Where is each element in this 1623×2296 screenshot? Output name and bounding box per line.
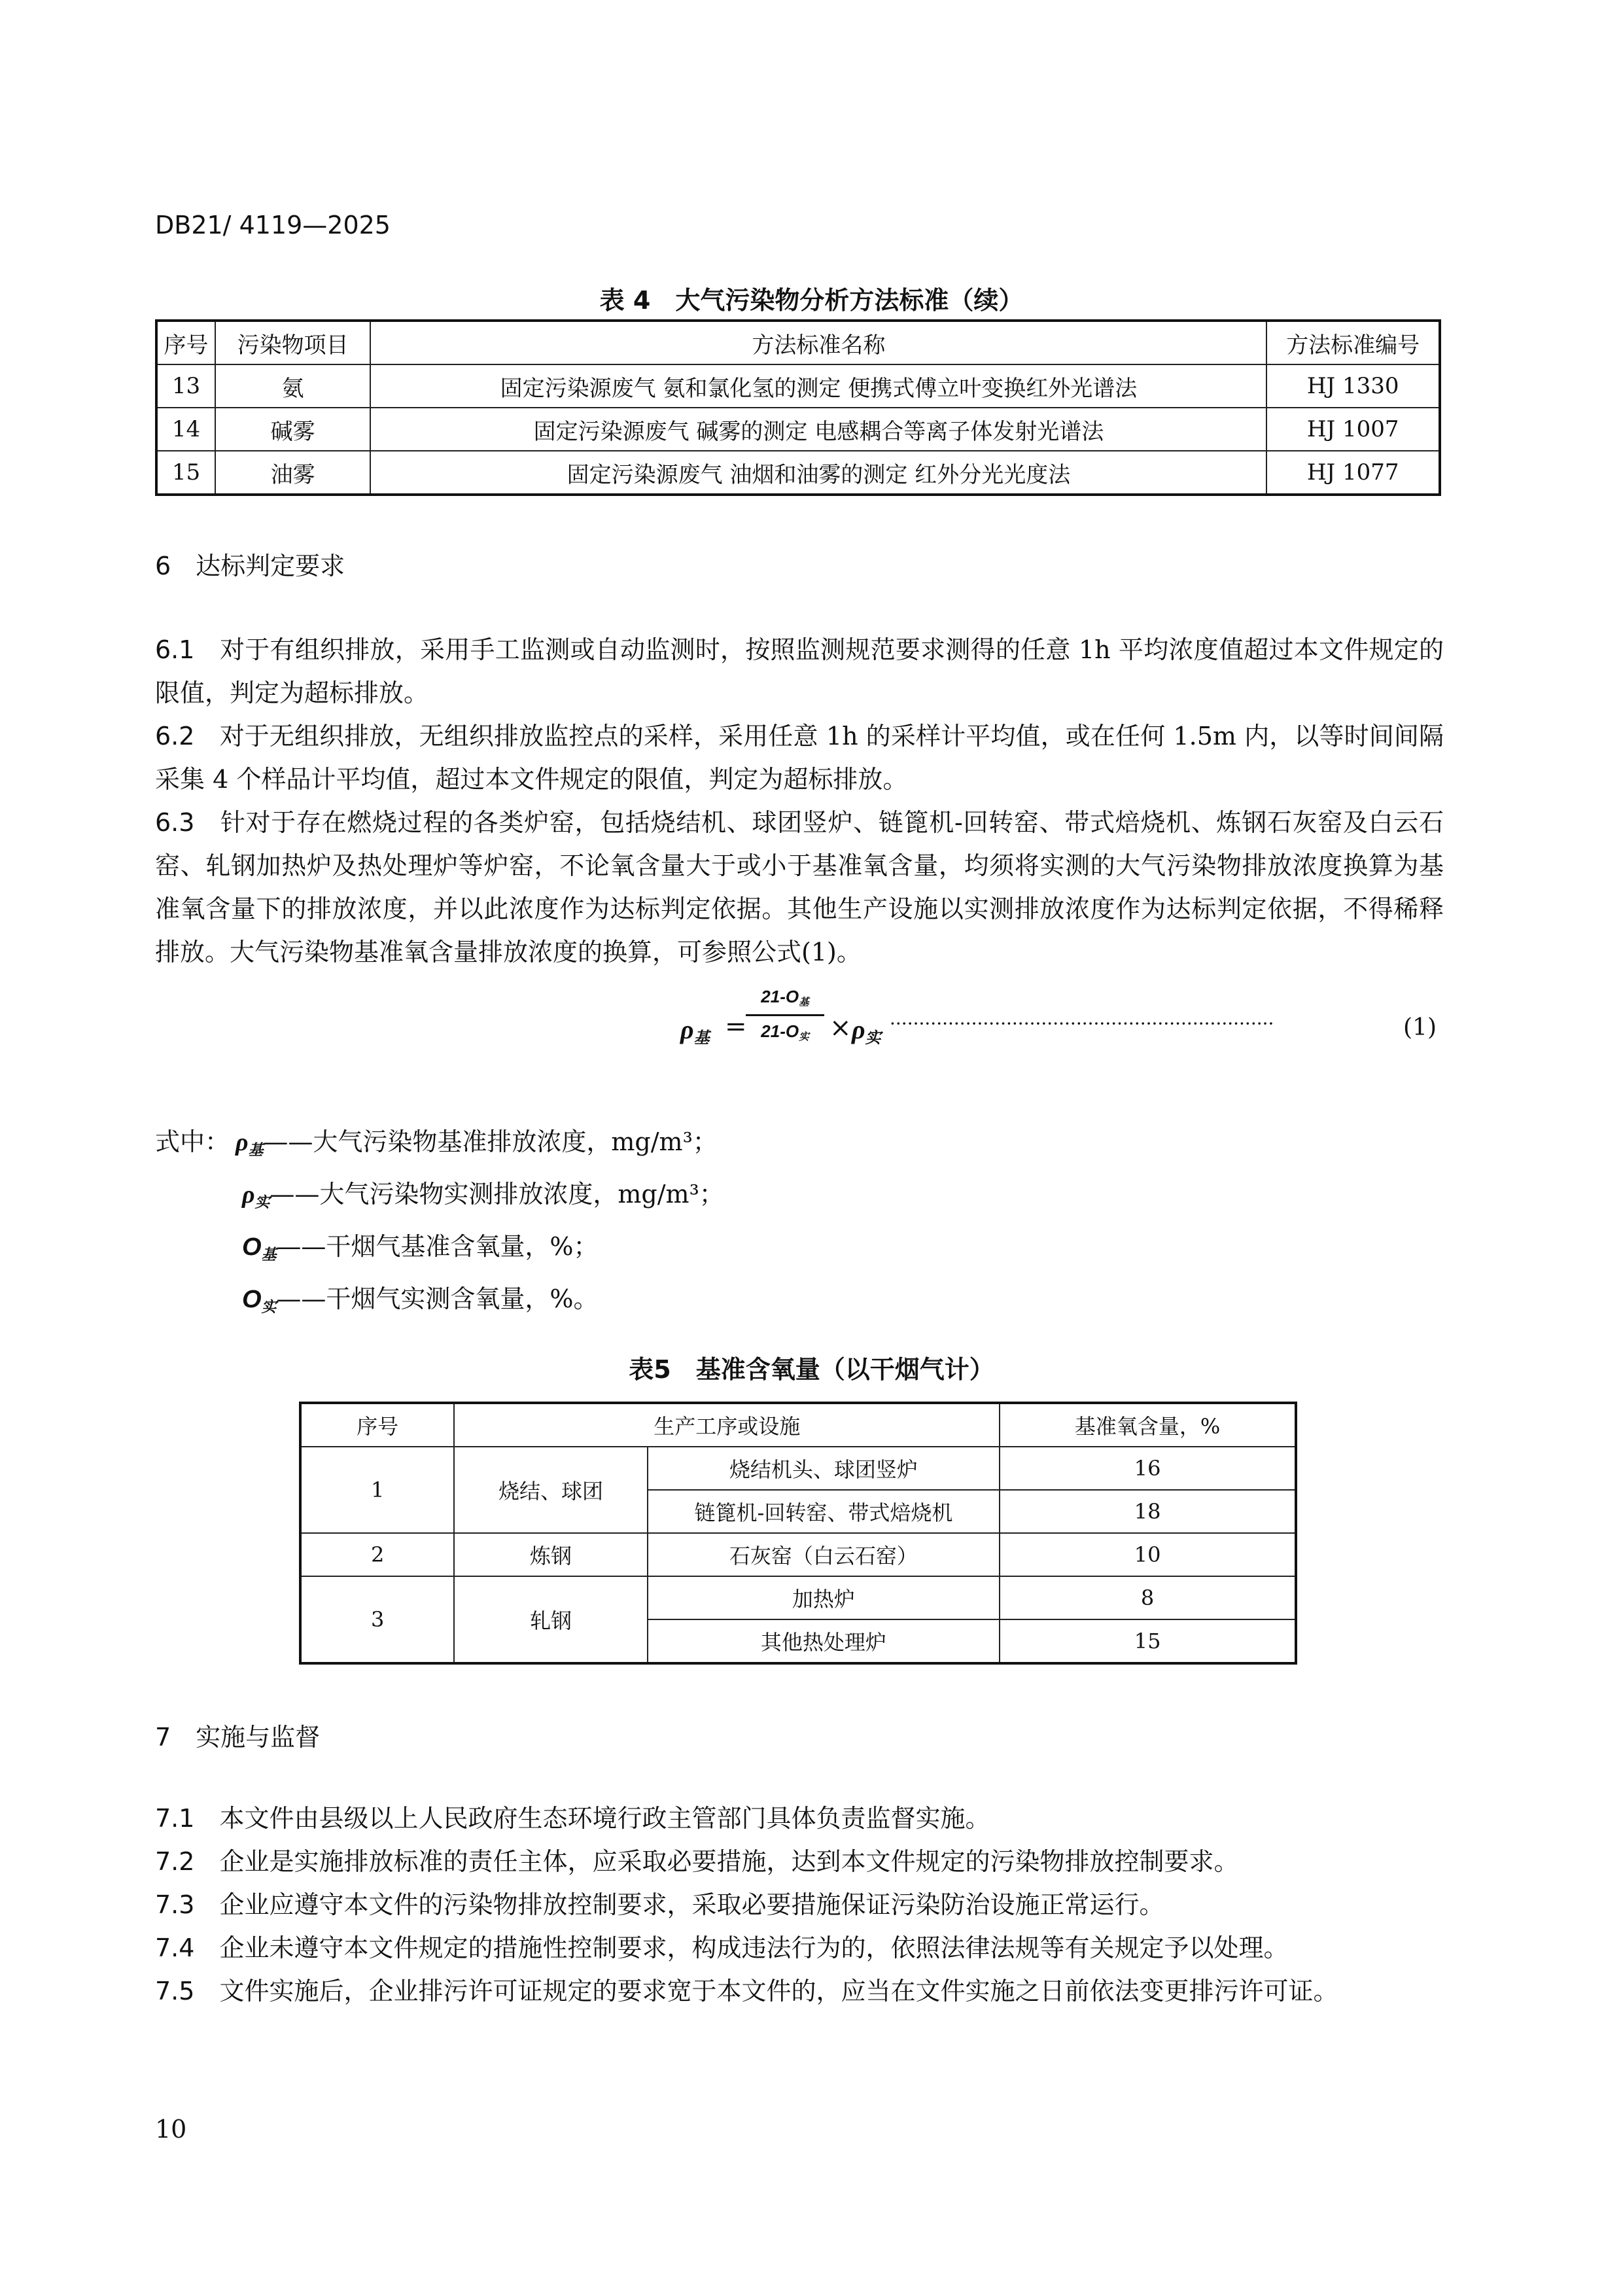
table-cell: 氨 (215, 364, 371, 408)
definition-text: ——大气污染物基准排放浓度，mg/m³； (263, 1127, 718, 1156)
table-cell: 固定污染源废气 氨和氯化氢的测定 便携式傅立叶变换红外光谱法 (370, 364, 1266, 408)
fraction-denominator: $21-O_实$ (761, 1021, 809, 1043)
section-7-heading: 7 实施与监督 (155, 1723, 321, 1752)
definition-o-actual (242, 1279, 598, 1316)
clause-text: 文件实施后，企业排污许可证规定的要求宽于本文件的，应当在文件实施之日前依法变更排污许可证。 (219, 1977, 1338, 2005)
clause-text: 对于无组织排放，无组织排放监控点的采样，采用任意 1h 的采样计平均值，或在任何 1.5m 内，以等时间间隔采集 4 个样品计平均值，超过本文件规定的限值，判定为超标排放。 (155, 722, 1444, 794)
rho-actual-symbol: $\rho_实$ (852, 1015, 881, 1048)
table5-caption: 表5 基准含氧量（以干烟气计） (629, 1355, 994, 1384)
clause-text: 企业应遵守本文件的污染物排放控制要求，采取必要措施保证污染防治设施正常运行。 (219, 1890, 1164, 1919)
page-number: 10 (155, 2115, 187, 2144)
table-cell: 加热炉 (648, 1576, 1000, 1619)
table-cell: 15 (156, 451, 215, 495)
dot-leader: ·································································· (890, 1013, 1274, 1034)
times-sign: × (829, 1013, 852, 1043)
definition-rho-reference (236, 1122, 718, 1159)
table4 (155, 319, 1441, 496)
table-cell: 炼钢 (454, 1533, 647, 1576)
table5-header-cell: 序号 (300, 1403, 454, 1447)
table-cell: 轧钢 (454, 1576, 647, 1663)
table-cell: 1 (300, 1447, 454, 1533)
rho-reference-symbol: $\rho_基$ (680, 1015, 710, 1048)
paragraph-6-1 (155, 628, 1444, 715)
paragraph-7-5 (155, 1969, 1444, 2013)
paragraph-7-3 (155, 1883, 1444, 1926)
table-cell: 油雾 (215, 451, 371, 495)
rho-reference-symbol: $\rho_基$ (236, 1129, 264, 1158)
table-cell: 2 (300, 1533, 454, 1576)
table-cell: 3 (300, 1576, 454, 1663)
definition-o-reference (242, 1226, 598, 1264)
table-cell: 8 (1000, 1576, 1296, 1619)
paragraph-6-3 (155, 801, 1444, 974)
fraction-bar (746, 1014, 824, 1016)
clause-text: 针对于存在燃烧过程的各类炉窑，包括烧结机、球团竖炉、链篦机-回转窑、带式焙烧机、炼钢石灰窑及白云石窑、轧钢加热炉及热处理炉等炉窑，不论氧含量大于或小于基准氧含量，均须将实测的大气污染物排放浓度换算为基准氧含量下的排放浓度，并以此浓度作为达标判定依据。其他生产设施以实测排放浓度作为达标判定依据，不得稀释排放。大气污染物基准氧含量排放浓度的换算，可参照公式(1)。 (155, 808, 1444, 966)
clause-number: 7.4 (155, 1934, 195, 1962)
o-reference-symbol: $O_基$ (242, 1233, 277, 1263)
clause-text: 企业未遵守本文件规定的措施性控制要求，构成违法行为的，依照法律法规等有关规定予以处理。 (219, 1934, 1289, 1962)
table-cell: HJ 1077 (1266, 451, 1440, 495)
table-cell: 16 (1000, 1447, 1296, 1490)
table5-header-cell: 生产工序或设施 (454, 1403, 1000, 1447)
table-cell: 链篦机-回转窑、带式焙烧机 (648, 1490, 1000, 1533)
table-cell: 15 (1000, 1619, 1296, 1663)
table-cell: 烧结机头、球团竖炉 (648, 1447, 1000, 1490)
definition-text: ——干烟气基准含氧量，%； (276, 1232, 599, 1261)
definition-text: ——干烟气实测含氧量，%。 (276, 1284, 599, 1313)
table4-header-cell: 序号 (156, 321, 215, 364)
table4-caption: 表 4 大气污染物分析方法标准（续） (599, 286, 1024, 315)
clause-number: 6.1 (155, 635, 195, 664)
table-cell: HJ 1007 (1266, 408, 1440, 451)
table4-header-cell: 污染物项目 (215, 321, 371, 364)
clause-number: 6.2 (155, 722, 195, 751)
table-cell: 石灰窑（白云石窑） (648, 1533, 1000, 1576)
table-row (300, 1576, 1296, 1619)
formula-number: (1) (1403, 1014, 1437, 1041)
table-cell: 烧结、球团 (454, 1447, 647, 1533)
paragraph-6-2 (155, 715, 1444, 801)
paragraph-7-2 (155, 1840, 1444, 1883)
definition-rho-actual (242, 1174, 724, 1212)
clause-text: 对于有组织排放，采用手工监测或自动监测时，按照监测规范要求测得的任意 1h 平均浓度值超过本文件规定的限值，判定为超标排放。 (155, 635, 1444, 707)
table-row (156, 364, 1440, 408)
clause-number: 7.5 (155, 1977, 195, 2005)
clause-number: 7.3 (155, 1890, 195, 1919)
table-cell: 13 (156, 364, 215, 408)
table5-header-cell: 基准氧含量，% (1000, 1403, 1296, 1447)
clause-number: 7.2 (155, 1847, 195, 1876)
clause-number: 6.3 (155, 808, 195, 837)
formula-1 (680, 987, 1439, 1065)
table-cell: 固定污染源废气 油烟和油雾的测定 红外分光光度法 (370, 451, 1266, 495)
section-6-heading: 6 达标判定要求 (155, 552, 345, 580)
table-cell: 碱雾 (215, 408, 371, 451)
table-cell: 其他热处理炉 (648, 1619, 1000, 1663)
table5 (299, 1402, 1297, 1665)
clause-text: 企业是实施排放标准的责任主体，应采取必要措施，达到本文件规定的污染物排放控制要求。 (219, 1847, 1239, 1876)
table-cell: 18 (1000, 1490, 1296, 1533)
definitions-lead: 式中： (155, 1127, 230, 1156)
fraction-numerator: $21-O_基$ (761, 987, 809, 1008)
table-row (156, 408, 1440, 451)
table-row (300, 1533, 1296, 1576)
equals-sign: = (725, 1012, 747, 1042)
table-row (300, 1447, 1296, 1490)
table-cell: 14 (156, 408, 215, 451)
document-code: DB21/ 4119—2025 (155, 211, 391, 239)
clause-number: 7.1 (155, 1804, 195, 1833)
o-actual-symbol: $O_实$ (242, 1286, 277, 1315)
rho-actual-symbol: $\rho_实$ (242, 1181, 270, 1210)
fraction (746, 987, 824, 1043)
table-cell: 10 (1000, 1533, 1296, 1576)
table-row (156, 451, 1440, 495)
table4-header-cell: 方法标准名称 (370, 321, 1266, 364)
table4-header-cell: 方法标准编号 (1266, 321, 1440, 364)
table4-header-row (156, 321, 1440, 364)
definition-text: ——大气污染物实测排放浓度，mg/m³； (270, 1180, 724, 1209)
table-cell: 固定污染源废气 碱雾的测定 电感耦合等离子体发射光谱法 (370, 408, 1266, 451)
table5-header-row (300, 1403, 1296, 1447)
table-cell: HJ 1330 (1266, 364, 1440, 408)
paragraph-7-1 (155, 1797, 1444, 1840)
paragraph-7-4 (155, 1926, 1444, 1969)
clause-text: 本文件由县级以上人民政府生态环境行政主管部门具体负责监督实施。 (219, 1804, 990, 1833)
